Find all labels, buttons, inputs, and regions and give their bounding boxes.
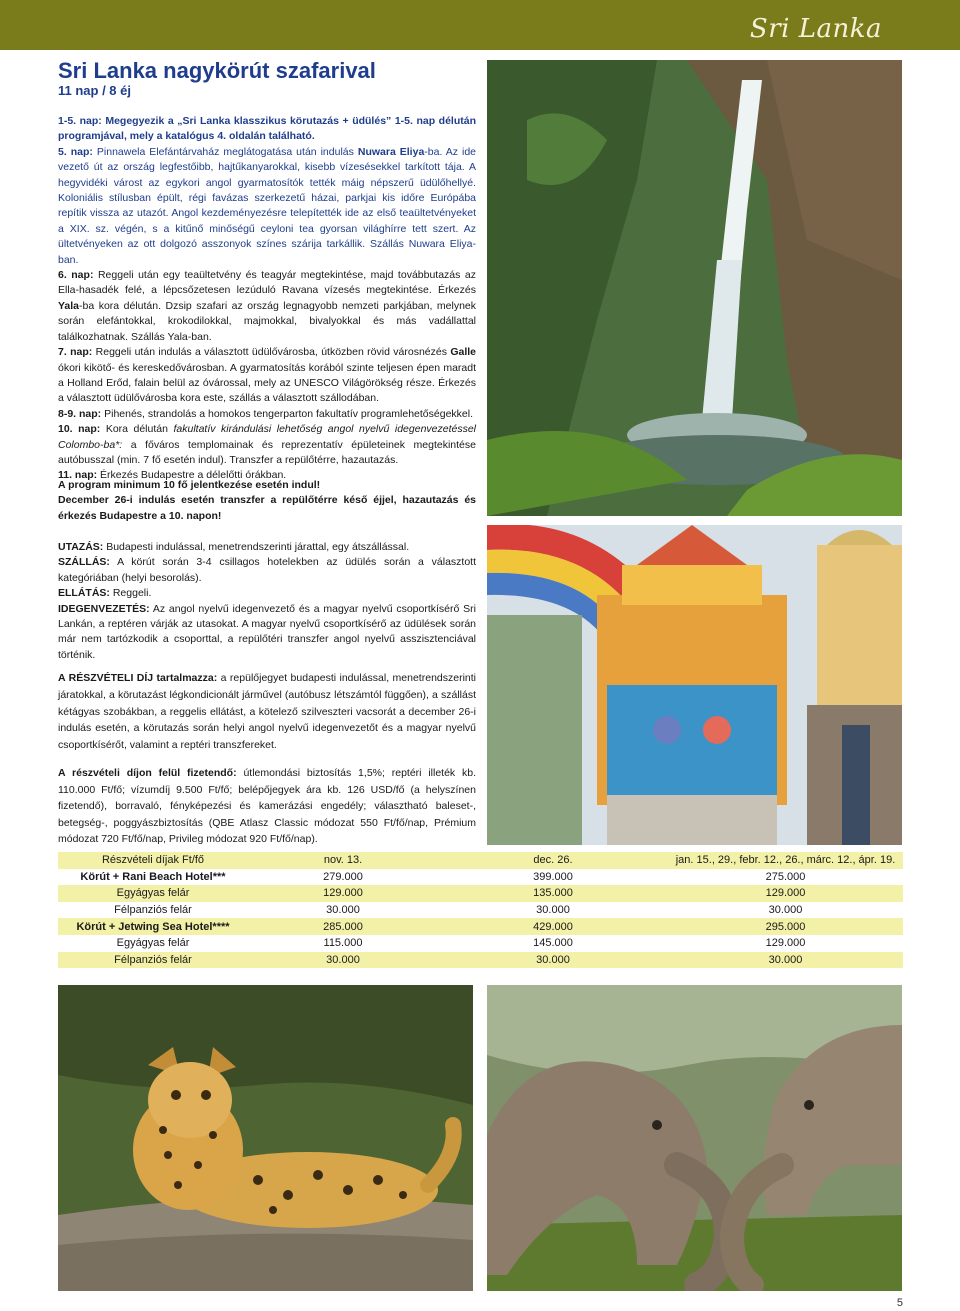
table-cell: Egyágyas felár	[58, 885, 248, 902]
day-text: Reggeli után indulás a választott üdülővárosba, útközben rövid városnézés	[95, 346, 447, 359]
table-cell: 30.000	[668, 902, 903, 919]
table-cell: Körút + Rani Beach Hotel***	[58, 869, 248, 886]
table-header: dec. 26.	[438, 852, 668, 869]
itinerary-day-10	[58, 422, 476, 468]
table-cell: Egyágyas felár	[58, 935, 248, 952]
day-label: 6. nap:	[58, 269, 94, 282]
waterfall-photo	[487, 60, 902, 516]
day-label: 7. nap:	[58, 346, 93, 359]
table-cell: Félpanziós felár	[58, 902, 248, 919]
table-header: jan. 15., 29., febr. 12., 26., márc. 12., ápr. 19.	[668, 852, 903, 869]
price-extras	[58, 765, 476, 848]
table-header-row	[58, 852, 903, 869]
info-label: SZÁLLÁS:	[58, 556, 110, 569]
day-text: Pihenés, strandolás a homokos tengerparton fakultatív programlehetőségekkel.	[104, 407, 473, 420]
itinerary-day-5	[58, 145, 476, 268]
day-label: 8-9. nap:	[58, 407, 102, 420]
table-row	[58, 952, 903, 969]
itinerary-day-6	[58, 268, 476, 345]
table-row	[58, 935, 903, 952]
day-place: Yala	[58, 299, 80, 312]
page-subtitle: 11 nap / 8 éj	[58, 83, 131, 98]
itinerary-intro: 1-5. nap: Megegyezik a „Sri Lanka klasszikus körutazás + üdülés” 1-5. nap délután programjával, mely a katalógus 4. oldalán található.	[58, 115, 476, 143]
table-row	[58, 902, 903, 919]
temple-photo	[487, 525, 902, 845]
day-place: Nuwara Eliya	[357, 145, 425, 158]
table-cell: 295.000	[668, 918, 903, 935]
table-cell: Körút + Jetwing Sea Hotel****	[58, 918, 248, 935]
header-bar	[0, 0, 960, 50]
table-row	[58, 869, 903, 886]
info-text: Budapesti indulással, menetrendszerinti járattal, egy átszállással.	[106, 541, 410, 553]
info-stay	[58, 555, 476, 586]
table-cell: 30.000	[438, 952, 668, 969]
table-header: Részvételi díjak Ft/fő	[58, 852, 248, 869]
table-cell: Félpanziós felár	[58, 952, 248, 969]
notice-december: December 26-i indulás esetén transzfer a repülőtérre késő éjjel, hazautazás és érkezés Budapestre a 10. napon!	[58, 494, 476, 522]
info-label: IDEGENVEZETÉS:	[58, 602, 150, 615]
price-includes	[58, 670, 476, 754]
itinerary	[58, 114, 476, 484]
elephants-photo	[487, 985, 902, 1291]
itinerary-day-8-9	[58, 407, 476, 422]
table-cell: 285.000	[248, 918, 438, 935]
table-cell: 30.000	[668, 952, 903, 969]
table-cell: 279.000	[248, 869, 438, 886]
leopard-photo	[58, 985, 473, 1291]
info-label: UTAZÁS:	[58, 541, 104, 553]
table-cell: 145.000	[438, 935, 668, 952]
table-cell: 115.000	[248, 935, 438, 952]
day-text-rest: a főváros templomainak és reprezentatív épületeinek megtekintése autóbusszal (min. 7 fő esetén indul). Transzfer a repülőtérre, hazautazás.	[58, 438, 476, 466]
info-text: Reggeli.	[112, 587, 152, 600]
table-cell: 275.000	[668, 869, 903, 886]
table-header: nov. 13.	[248, 852, 438, 869]
elephants-illustration	[487, 985, 902, 1291]
info-travel	[58, 540, 476, 555]
table-cell: 429.000	[438, 918, 668, 935]
day-text: Kora délután	[105, 423, 168, 436]
day-text-rest: -ba kora délután. Dzsip szafari az ország legnagyobb nemzeti parkjában, melynek során elefántokkal, krokodilokkal, majmokkal, bivalyokkal és más vadállattal találkozhatnak. Szállás Yala-ban.	[58, 299, 476, 343]
table-cell: 30.000	[438, 902, 668, 919]
day-text-rest: ókori kikötő- és kereskedővárosban. A gyarmatosítás korából szinte teljesen épen maradt a Holland Erőd, falain belül az óvárossal, mely az UNESCO Világörökség része. Érkezés a választott üdülővárosba kora este, szállás a választott szállodában.	[58, 361, 476, 405]
extras-text: útlemondási biztosítás 1,5%; reptéri illeték kb. 110.000 Ft/fő; vízumdíj 9.500 Ft/fő; belépőjegyek ára kb. 126 USD/fő (a helyszínen fizetendő), borravaló, fényképezési és kamerázási engedély; választható baleset-, betegség-, poggyászbiztosítás (QBE Atlasz Classic módozat 550 Ft/fő/nap, Prémium módozat 720 Ft/fő/nap, Privileg módozat 920 Ft/fő/nap).	[58, 767, 476, 845]
day-text: Reggeli után egy teaültetvény és teagyár megtekintése, majd továbbutazás az Ella-hasadék felé, a lépcsőzetesen lezúduló Ravana vízesés megtekintése. Érkezés	[58, 269, 477, 297]
day-text: Pinnawela Elefántárvaház meglátogatása után indulás	[96, 145, 354, 158]
waterfall-illustration	[487, 60, 902, 516]
itinerary-day-7	[58, 345, 476, 407]
table-row	[58, 918, 903, 935]
page-title: Sri Lanka nagykörút szafarival	[58, 58, 376, 83]
day-place: Galle	[450, 346, 477, 359]
travel-info	[58, 540, 476, 663]
extras-label: A részvételi díjon felül fizetendő:	[58, 767, 237, 779]
notice	[58, 478, 476, 524]
notice-minimum: A program minimum 10 fő jelentkezése esetén indul!	[58, 479, 321, 491]
day-text: Érkezés Budapestre a délelőtti órákban.	[100, 469, 287, 482]
day-label: 11. nap:	[58, 469, 98, 482]
table-row	[58, 885, 903, 902]
table-cell: 129.000	[668, 935, 903, 952]
includes-label: A RÉSZVÉTELI DÍJ tartalmazza:	[58, 672, 218, 684]
info-guide	[58, 602, 476, 664]
table-cell: 30.000	[248, 952, 438, 969]
info-label: ELLÁTÁS:	[58, 587, 110, 600]
info-text: Az angol nyelvű idegenvezető és a magyar nyelvű csoportkísérő Sri Lankán, a reptéren várják az utasokat. A magyar nyelvű csoportkísérő az üdülések során már nem tartózkodik a csoporttal, a repülőtéri transzfer angol nyelvű asszisztenciával történik.	[58, 602, 477, 661]
info-text: A körút során 3-4 csillagos hotelekben az üdülés során a választott kategóriában (helyi besorolás).	[58, 556, 477, 584]
brand-title: Sri Lanka	[749, 14, 882, 44]
table-cell: 399.000	[438, 869, 668, 886]
page-number: 5	[896, 1297, 903, 1309]
includes-text: a repülőjegyet budapesti indulással, menetrendszerinti járatokkal, a körutazást légkondicionált járművel (autóbusz létszámtól függően), a szállást kétágyas szobákban, a reggelis ellátást, a kötelező szilveszteri vacsorát a december 26-i indulás esetén, a körutazás során helyi angol nyelvű idegenvezetőt és a magyar nyelvű csoportkísérőt, valamint a reptéri transzfereket.	[58, 672, 477, 752]
price-table	[58, 852, 903, 968]
table-cell: 30.000	[248, 902, 438, 919]
day-label: 5. nap:	[58, 145, 93, 158]
temple-illustration	[487, 525, 902, 845]
day-label: 10. nap:	[58, 423, 101, 436]
table-cell: 135.000	[438, 885, 668, 902]
day-text-rest: -ba. Az ide vezető út az ország legfestőibb, hajtűkanyarokkal, kisebb vízesésekkel tarkított tája. A hegyvidéki várost az egykori angol gyarmatosítók tették máig népszerű üdülőhellyé. Koloniális stílusban épült, régi favázas szerkezetű házai, parkjai kis időre Európába repítik vissza az utazót. Angol kezdeményezésre telepítették ide az első teaültetvényeket a XIX. sz. végén, s a kitűnő minőségű ceyloni tea gyorsan világhírre tett szert. Az ültetvényeken az ott dolgozó asszonyok színes szárija tarkállik. Szállás Nuwara Eliya-ban.	[58, 145, 477, 266]
day-optional: fakultatív kirándulási lehetőség angol nyelvű idegenvezetéssel Colombo-ba*:	[58, 423, 477, 451]
info-food	[58, 586, 476, 601]
table-cell: 129.000	[248, 885, 438, 902]
table-cell: 129.000	[668, 885, 903, 902]
leopard-illustration	[58, 985, 473, 1291]
